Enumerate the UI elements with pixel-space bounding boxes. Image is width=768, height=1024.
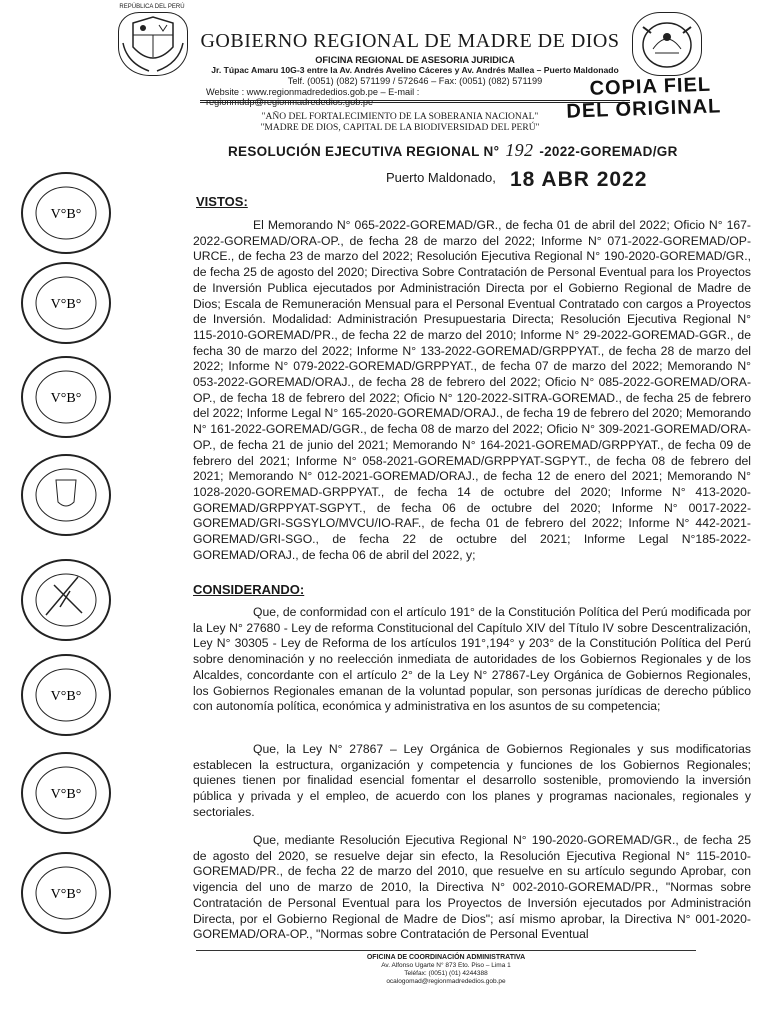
forestry-seal-icon bbox=[16, 450, 116, 540]
resolution-title bbox=[228, 140, 678, 161]
stamp-line: DEL ORIGINAL bbox=[566, 95, 722, 123]
seal-mark: V°B° bbox=[50, 297, 82, 312]
footer-phone: Teléfax: (0051) (01) 4244388 bbox=[404, 970, 488, 977]
approval-seal-icon bbox=[16, 352, 116, 442]
paragraph-text: Que, de conformidad con el artículo 191° de la Constitución Política del Perú modificada por la Ley N° 27680 - Ley de reforma Constitucional del Capítulo XIV del Título IV sobre Descentralización, Ley N° 30305 - Ley de Reforma de los artículos 191°,194° y 203° de la Constitución Política del Perú sobre denominación y no reelección inmediata de autoridades de los Gobiernos Regionales y de los Alcaldes, concordante con el artículo 2° de la Ley N° 27867-Ley Orgánica de Gobiernos Regionales, los Gobiernos Regionales emanan de la voluntad popular, son personas jurídicas de derecho público con autonomía política, económica y administrativa en los asuntos de su competencia; bbox=[193, 605, 751, 714]
footer-office: OFICINA DE COORDINACIÓN ADMINISTRATIVA bbox=[366, 954, 526, 961]
approval-seal-icon bbox=[16, 650, 116, 740]
seal-mark: V°B° bbox=[50, 689, 82, 704]
letterhead bbox=[0, 0, 768, 150]
regional-coat-of-arms-icon bbox=[632, 12, 702, 76]
place: Puerto Maldonado, bbox=[386, 170, 496, 185]
stamp-line: COPIA FIEL bbox=[589, 73, 712, 100]
seal-mark: V°B° bbox=[50, 207, 82, 222]
approval-seal-icon bbox=[16, 848, 116, 938]
year-motto: "AÑO DEL FORTALECIMIENTO DE LA SOBERANIA NACIONAL" bbox=[261, 112, 539, 122]
seal-mark: V°B° bbox=[50, 787, 82, 802]
considerando-heading: CONSIDERANDO: bbox=[193, 582, 305, 597]
government-title: GOBIERNO REGIONAL DE MADRE DE DIOS bbox=[200, 30, 620, 52]
address-line: Jr. Túpac Amaru 10G-3 entre la Av. Andrés Avelino Cáceres y Av. Andrés Mallea – Puerto Maldonado bbox=[211, 65, 619, 75]
resolution-suffix: -2022-GOREMAD/GR bbox=[539, 144, 678, 159]
seal-mark: V°B° bbox=[50, 391, 82, 406]
vistos-heading: VISTOS: bbox=[196, 194, 248, 209]
phone-line: Telf. (0051) (082) 571199 / 572646 – Fax: (0051) (082) 571199 bbox=[287, 76, 543, 86]
office-name: OFICINA REGIONAL DE ASESORIA JURIDICA bbox=[315, 55, 515, 65]
approval-seal-icon bbox=[16, 168, 116, 258]
resolution-prefix: RESOLUCIÓN EJECUTIVA REGIONAL N° bbox=[228, 144, 500, 159]
considerando-paragraph-1 bbox=[193, 605, 751, 715]
footer-email: ocalogomad@regionmadrededios.gob.pe bbox=[386, 978, 506, 985]
approval-seal-icon bbox=[16, 748, 116, 838]
region-motto: "MADRE DE DIOS, CAPITAL DE LA BIODIVERSIDAD DEL PERÚ" bbox=[260, 123, 540, 133]
date-stamp: 18 ABR 2022 bbox=[510, 168, 648, 191]
considerando-paragraph-2 bbox=[193, 742, 751, 821]
paragraph-text: Que, mediante Resolución Ejecutiva Regional N° 190-2020-GOREMAD/GR., de fecha 25 de agosto del 2020, se resuelve dejar sin efecto, la Resolución Ejecutiva Regional N° 115-2010-GOREMAD/PR., de fecha 22 de marzo del 2010, que resuelve en su artículo segundo Aprobar, con vigencia del uno de marzo de 2010, la Directiva N° 002-2010-GOREMAD/PR., "Normas sobre Contratación de Personal Eventual para los Proyectos de Inversión ejecutados por Administración Directa, por el Gobierno Regional de Madre de Dios"; así mismo aprobar, la Directiva N° 001-2020-GOREMAD/ORA-OP., "Normas sobre Contratación de Personal Eventual bbox=[193, 833, 751, 942]
vistos-paragraph bbox=[193, 218, 751, 563]
footer-address: Av. Alfonso Ugarte N° 873 Eto. Piso – Lima 1 bbox=[381, 962, 511, 969]
signature-seal-icon bbox=[16, 555, 116, 645]
website-line: Website : www.regionmadrededios.gob.pe – E-mail : regionmddp@regionmadrededios.gob.pe bbox=[206, 87, 420, 107]
seal-mark: V°B° bbox=[50, 887, 82, 902]
certified-copy-stamp bbox=[565, 73, 721, 122]
paragraph-text: Que, la Ley N° 27867 – Ley Orgánica de Gobiernos Regionales y sus modificatorias establecen la estructura, organización y competencia y funciones de los Gobiernos Regionales; quienes tienen por finalidad esencial fomentar el desarrollo sostenible, promoviendo la inversión pública y privada y el empleo, de acuerdo con los planes y programas nacionales, regionales y sectoriales. bbox=[193, 742, 751, 819]
peru-coat-of-arms-icon bbox=[118, 12, 188, 76]
approval-seal-icon bbox=[16, 258, 116, 348]
resolution-number: 192 bbox=[505, 140, 534, 160]
considerando-paragraph-3 bbox=[193, 833, 751, 943]
vistos-text: El Memorando N° 065-2022-GOREMAD/GR., de fecha 01 de abril del 2022; Oficio N° 167-2022-GOREMAD/ORA-OP., de fecha 28 de marzo del 2022; Informe N° 071-2022-GOREMAD/OP-URCE., de fecha 23 de marzo del 2022; Resolución Ejecutiva Regional N° 190-2020-GOREMAD/GR., de fecha 25 de agosto del 2020; Directiva Sobre Contratación de Personal Eventual para los Proyectos de Inversión Publica ejecutados por Administración Directa por el Gobierno Regional de Madre de Dios; Escala de Remuneración Mensual para el Personal Eventual Contratado con cargos a Proyectos de Inversión. Modalidad: Administración Presupuestaria Directa; Resolución Ejecutiva Regional N° 115-2010-GOREMAD/PR., de fecha 22 de marzo del 2010; Informe N° 29-2022-GOREMAD-GGR., de fecha 30 de marzo del 2022; Informe N° 133-2022-GOREMAD/GRPPYAT., de fecha 28 de marzo del 2022; Informe N° 079-2022-GOREMAD/GRPPYAT., de fecha 07 de marzo del 2022; Memorando N° 053-2022-GOREMAD/ORAJ., de fecha 28 de febrero del 2022; Oficio N° 085-2022-GOREMAD/ORA-OP., de fecha 18 de febrero del 2022; Oficio N° 120-2022-SITRA-GOREMAD., de fecha 25 de febrero del 2022; Informe Legal N° 165-2020-GOREMAD/ORAJ., de fecha 19 de febrero del 2020; Memorando N° 161-2022-GOREMAD/GGR., de fecha 08 de marzo del 2022; Oficio N° 309-2021-GOREMAD/ORA-OP., de fecha 21 de junio del 2021; Memorando N° 164-2021-GOREMAD/GRPPYAT., de fecha 09 de febrero del 2021; Informe N° 058-2021-GOREMAD/GRPPYAT-SGPYT., de fecha 08 de febrero del 2021; Memorando N° 012-2021-GOREMAD/ORAJ., de fecha 12 de enero del 2021; Memorando N° 1028-2020-GOREMAD-GRPPYAT., de fecha 14 de octubre del 2020; Informe N° 413-2020-GOREMAD/GRPPYAT-SGPYT., de fecha 06 de octubre del 2020; Informe N° 0017-2022-GOREMAD/GRI-SGSYLO/MVCU/IO-RAF., de fecha 01 de febrero del 2022; Informe N° 442-2021-GOREMAD/GRI-SGO., de fecha 22 de octubre del 2021; Informe Legal N°185-2022-GOREMAD/ORAJ., de fecha 06 de abril del 2022, y; bbox=[193, 218, 751, 562]
crest-caption: REPÚBLICA DEL PERÚ bbox=[119, 4, 185, 10]
page-footer bbox=[196, 950, 696, 986]
